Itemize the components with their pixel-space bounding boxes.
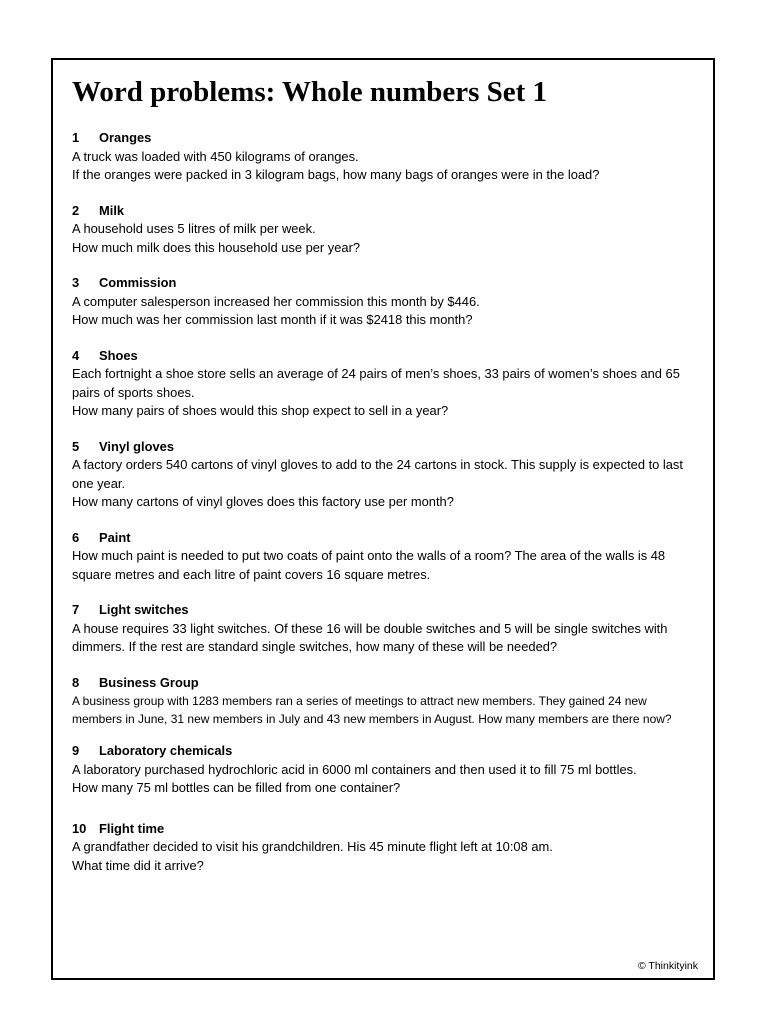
problem-line: How much milk does this household use per year? xyxy=(72,239,361,255)
problem-line: How many cartons of vinyl gloves does this factory use per month? xyxy=(72,494,454,509)
problem-number: 8 xyxy=(72,674,80,690)
problem-line: A house requires 33 light switches. Of these 16 will be double switches and 5 will be single switches with dimmers. If the rest are standard single switches, how many of these will be needed? xyxy=(72,620,668,654)
problem-number: 1 xyxy=(72,130,80,145)
problem-line: A laboratory purchased hydrochloric acid in 6000 ml containers and then used it to fill 75 ml bottles. xyxy=(72,761,637,777)
problem-text xyxy=(72,692,700,728)
problem-1 xyxy=(72,129,700,185)
problem-number: 4 xyxy=(72,347,80,363)
problem-heading xyxy=(72,820,700,839)
problem-heading xyxy=(72,274,700,293)
problem-line: How many pairs of shoes would this shop expect to sell in a year? xyxy=(72,403,449,418)
problem-6 xyxy=(72,529,700,585)
problem-heading xyxy=(72,202,700,221)
problem-text xyxy=(72,620,700,657)
problem-text xyxy=(72,761,700,798)
problem-heading xyxy=(72,129,700,148)
problem-3 xyxy=(72,274,700,330)
problem-9 xyxy=(72,742,700,798)
problem-number: 9 xyxy=(72,743,80,758)
problem-5 xyxy=(72,438,700,512)
problem-title: Paint xyxy=(99,529,131,545)
problem-title: Commission xyxy=(99,275,177,290)
problem-line: How many 75 ml bottles can be filled from one container? xyxy=(72,780,401,795)
problem-text xyxy=(72,220,700,257)
problem-line: A grandfather decided to visit his grandchildren. His 45 minute flight left at 10:08 am. xyxy=(72,839,553,854)
problem-text xyxy=(72,148,700,185)
problem-heading xyxy=(72,529,700,548)
problem-heading xyxy=(72,438,700,457)
problem-title: Oranges xyxy=(99,130,152,145)
problem-text xyxy=(72,547,700,584)
problem-7 xyxy=(72,601,700,657)
problem-title: Vinyl gloves xyxy=(99,438,174,454)
problem-title: Business Group xyxy=(99,674,199,690)
problem-10 xyxy=(72,820,700,876)
problem-text xyxy=(72,293,700,330)
problem-number: 2 xyxy=(72,202,80,218)
problem-text xyxy=(72,456,700,512)
problem-line: A truck was loaded with 450 kilograms of oranges. xyxy=(72,148,359,164)
problem-line: If the oranges were packed in 3 kilogram bags, how many bags of oranges were in the load? xyxy=(72,167,600,182)
problem-text xyxy=(72,838,700,875)
problem-heading xyxy=(72,601,700,620)
problem-title: Milk xyxy=(99,202,125,218)
problem-text xyxy=(72,365,700,421)
problem-title: Flight time xyxy=(99,820,165,836)
problem-title: Light switches xyxy=(99,602,189,617)
problem-number: 10 xyxy=(72,820,87,836)
problem-heading xyxy=(72,742,700,761)
problem-line: A household uses 5 litres of milk per week. xyxy=(72,221,316,236)
copyright-notice: © Thinkityink xyxy=(637,960,698,972)
worksheet-title: Word problems: Whole numbers Set 1 xyxy=(72,76,548,108)
problem-number: 7 xyxy=(72,602,80,617)
problem-heading xyxy=(72,674,700,693)
problem-heading xyxy=(72,347,700,366)
problem-line: How much paint is needed to put two coats of paint onto the walls of a room? The area of the walls is 48 square metres and each litre of paint covers 16 square metres. xyxy=(72,548,666,582)
problem-number: 3 xyxy=(72,275,80,290)
problem-number: 6 xyxy=(72,529,80,545)
problem-line: A business group with 1283 members ran a series of meetings to attract new members. They gained 24 new members in June, 31 new members in July and 43 new members in August. How many members are there now? xyxy=(72,694,672,726)
problem-title: Shoes xyxy=(99,347,138,363)
problem-line: A computer salesperson increased her commission this month by $446. xyxy=(72,293,480,309)
worksheet-frame xyxy=(51,58,715,980)
problem-title: Laboratory chemicals xyxy=(99,743,233,758)
problem-line: How much was her commission last month if it was $2418 this month? xyxy=(72,312,473,327)
problem-line: What time did it arrive? xyxy=(72,857,204,873)
problem-line: Each fortnight a shoe store sells an average of 24 pairs of men’s shoes, 33 pairs of women’s shoes and 65 pairs of sports shoes. xyxy=(72,366,680,400)
problem-number: 5 xyxy=(72,438,80,454)
problem-2 xyxy=(72,202,700,258)
problem-8 xyxy=(72,674,700,729)
problem-4 xyxy=(72,347,700,421)
problem-line: A factory orders 540 cartons of vinyl gloves to add to the 24 cartons in stock. This supply is expected to last one year. xyxy=(72,457,683,491)
worksheet-content xyxy=(72,74,700,875)
